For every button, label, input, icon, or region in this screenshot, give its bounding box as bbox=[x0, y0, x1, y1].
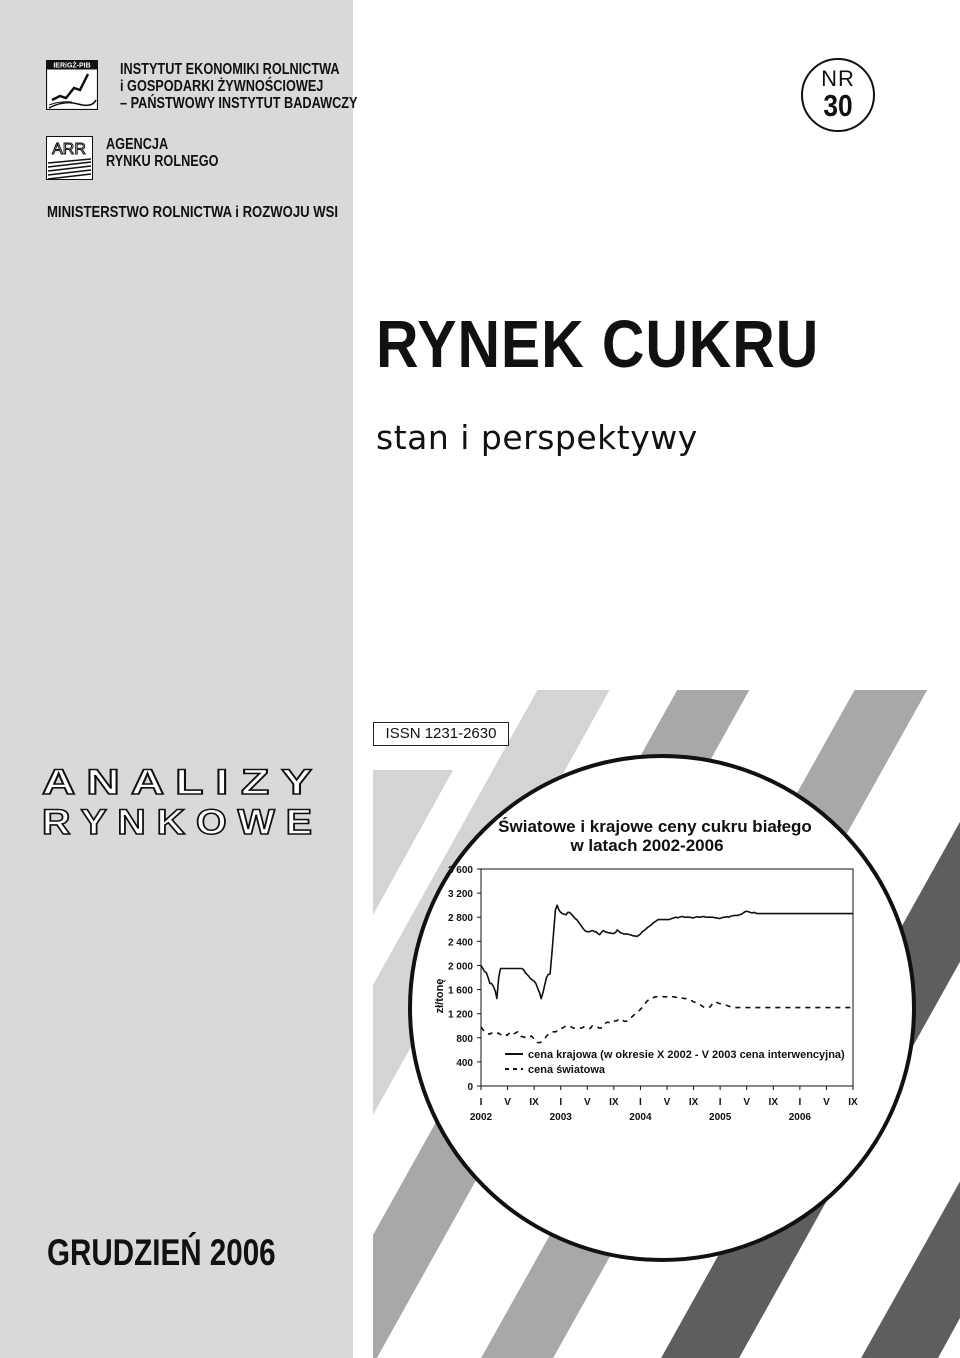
x-tick-label: V bbox=[583, 1097, 591, 1108]
issue-number-badge bbox=[801, 58, 875, 132]
stripe bbox=[860, 1110, 960, 1358]
institute-line: i GOSPODARKI ŻYWNOŚCIOWEJ bbox=[120, 78, 324, 95]
y-tick-label: 3 600 bbox=[447, 865, 473, 876]
agency-line: AGENCJA bbox=[106, 136, 169, 153]
y-tick-label: 2 400 bbox=[447, 937, 473, 949]
y-tick-label: 800 bbox=[456, 1033, 473, 1045]
x-tick-label: V bbox=[504, 1097, 511, 1108]
series-name-line-2: R Y N K O W E bbox=[42, 803, 312, 840]
y-tick-label: 2 800 bbox=[447, 913, 473, 925]
legend-item: cena krajowa (w okresie X 2002 - V 2003 cena interwencyjna) bbox=[528, 1049, 845, 1061]
x-tick-label: IX bbox=[848, 1097, 858, 1108]
page-subtitle: stan i perspektywy bbox=[376, 418, 698, 457]
agency-line: RYNKU ROLNEGO bbox=[106, 153, 219, 170]
issn-box: ISSN 1231-2630 bbox=[373, 722, 509, 746]
svg-text:ARR: ARR bbox=[52, 141, 86, 158]
year-label: 2002 bbox=[469, 1112, 493, 1123]
year-label: 2004 bbox=[629, 1112, 652, 1123]
x-tick-label: V bbox=[663, 1097, 671, 1108]
chart-title-line-1: Światowe i krajowe ceny cukru białego bbox=[498, 817, 812, 836]
y-tick-label: 0 bbox=[467, 1082, 473, 1093]
x-tick-label: IX bbox=[609, 1097, 619, 1108]
ierigz-logo-icon bbox=[46, 60, 98, 110]
x-tick-label: IX bbox=[688, 1097, 699, 1108]
issue-number: 30 bbox=[823, 88, 853, 123]
x-tick-label: IX bbox=[529, 1097, 539, 1108]
x-tick-label: V bbox=[743, 1097, 751, 1108]
institute-line: – PAŃSTWOWY INSTYTUT BADAWCZY bbox=[120, 95, 358, 112]
y-axis-label: zł/tonę bbox=[434, 978, 446, 1014]
x-tick-label: I bbox=[718, 1097, 722, 1108]
y-tick-label: 1 600 bbox=[447, 985, 473, 997]
x-tick-label: I bbox=[559, 1097, 563, 1108]
series-name-line-1: A N A L I Z Y bbox=[42, 763, 312, 802]
y-tick-label: 2 000 bbox=[447, 961, 473, 973]
y-tick-label: 400 bbox=[456, 1057, 473, 1069]
arr-logo-icon bbox=[46, 136, 93, 180]
issue-date: GRUDZIEŃ 2006 bbox=[47, 1232, 276, 1273]
agency-name bbox=[106, 136, 219, 170]
legend-item: cena światowa bbox=[528, 1064, 606, 1076]
ministry-name: MINISTERSTWO ROLNICTWA i ROZWOJU WSI bbox=[47, 204, 339, 221]
svg-text:IERiGŻ-PIB: IERiGŻ-PIB bbox=[53, 62, 91, 70]
y-tick-label: 1 200 bbox=[447, 1009, 473, 1021]
cover-art bbox=[353, 690, 960, 1358]
x-tick-label: I bbox=[798, 1097, 802, 1108]
x-tick-label: I bbox=[479, 1097, 483, 1108]
year-label: 2003 bbox=[549, 1112, 572, 1123]
series-name bbox=[40, 762, 330, 840]
year-label: 2006 bbox=[788, 1112, 811, 1123]
x-tick-label: IX bbox=[768, 1097, 779, 1108]
institute-name bbox=[120, 61, 357, 112]
x-tick-label: V bbox=[823, 1097, 830, 1108]
y-tick-label: 3 200 bbox=[447, 889, 473, 901]
chart-title-line-2: w latach 2002-2006 bbox=[570, 836, 724, 855]
year-label: 2005 bbox=[709, 1112, 732, 1123]
issue-label: NR bbox=[821, 66, 855, 91]
institute-line: INSTYTUT EKONOMIKI ROLNICTWA bbox=[120, 61, 340, 78]
page-title: RYNEK CUKRU bbox=[376, 307, 820, 382]
x-tick-label: I bbox=[639, 1097, 642, 1108]
